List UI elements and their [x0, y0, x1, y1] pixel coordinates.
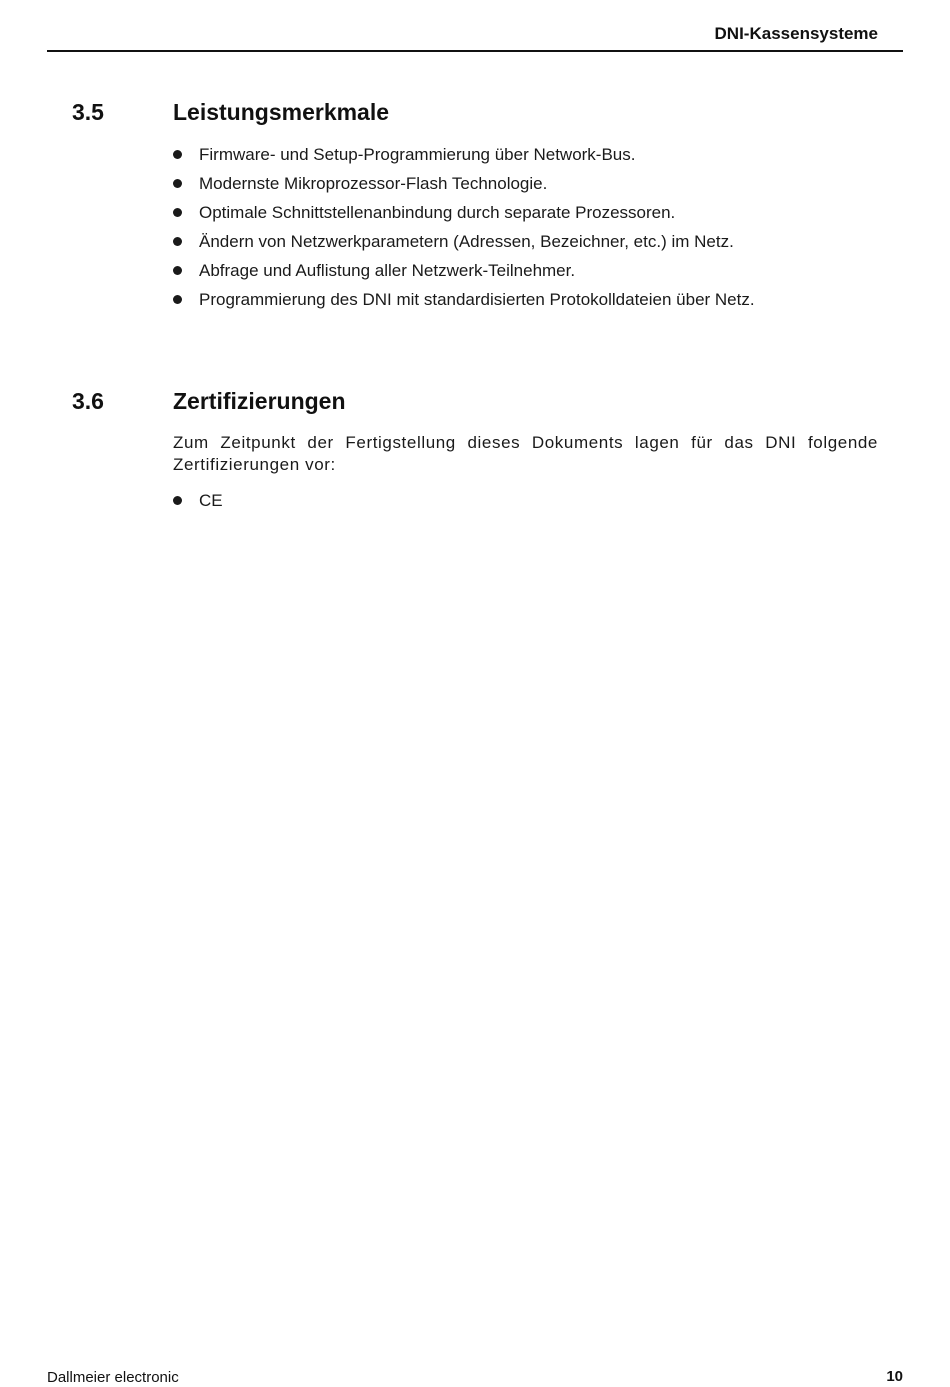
bullet-icon [173, 179, 182, 188]
section-title: Leistungsmerkmale [173, 99, 390, 125]
section-title: Zertifizierungen [173, 388, 346, 414]
section-number: 3.5 [72, 99, 104, 125]
list-item-text: CE [199, 491, 223, 510]
footer-company: Dallmeier electronic [47, 1369, 179, 1386]
list-item-text: Firmware- und Setup-Programmierung über Network-Bus. [199, 145, 636, 164]
list-item-text: Ändern von Netzwerkparametern (Adressen, Bezeichner, etc.) im Netz. [199, 232, 734, 251]
section-number: 3.6 [72, 388, 104, 414]
bullet-icon [173, 150, 182, 159]
list-item-text: Optimale Schnittstellenanbindung durch separate Prozessoren. [199, 203, 676, 222]
bullet-icon [173, 295, 182, 304]
header-divider [47, 50, 903, 52]
bullet-icon [173, 208, 182, 217]
bullet-icon [173, 237, 182, 246]
page-number: 10 [886, 1368, 903, 1385]
list-item-text: Abfrage und Auflistung aller Netzwerk-Teilnehmer. [199, 261, 576, 280]
bullet-icon [173, 266, 182, 275]
section-paragraph: Zum Zeitpunkt der Fertigstellung dieses Dokuments lagen für das DNI folgende Zertifizierungen vor: [173, 433, 878, 474]
header-title: DNI-Kassensysteme [714, 24, 878, 43]
bullet-icon [173, 496, 182, 505]
list-item-text: Programmierung des DNI mit standardisierten Protokolldateien über Netz. [199, 290, 755, 309]
list-item-text: Modernste Mikroprozessor-Flash Technologie. [199, 174, 548, 193]
